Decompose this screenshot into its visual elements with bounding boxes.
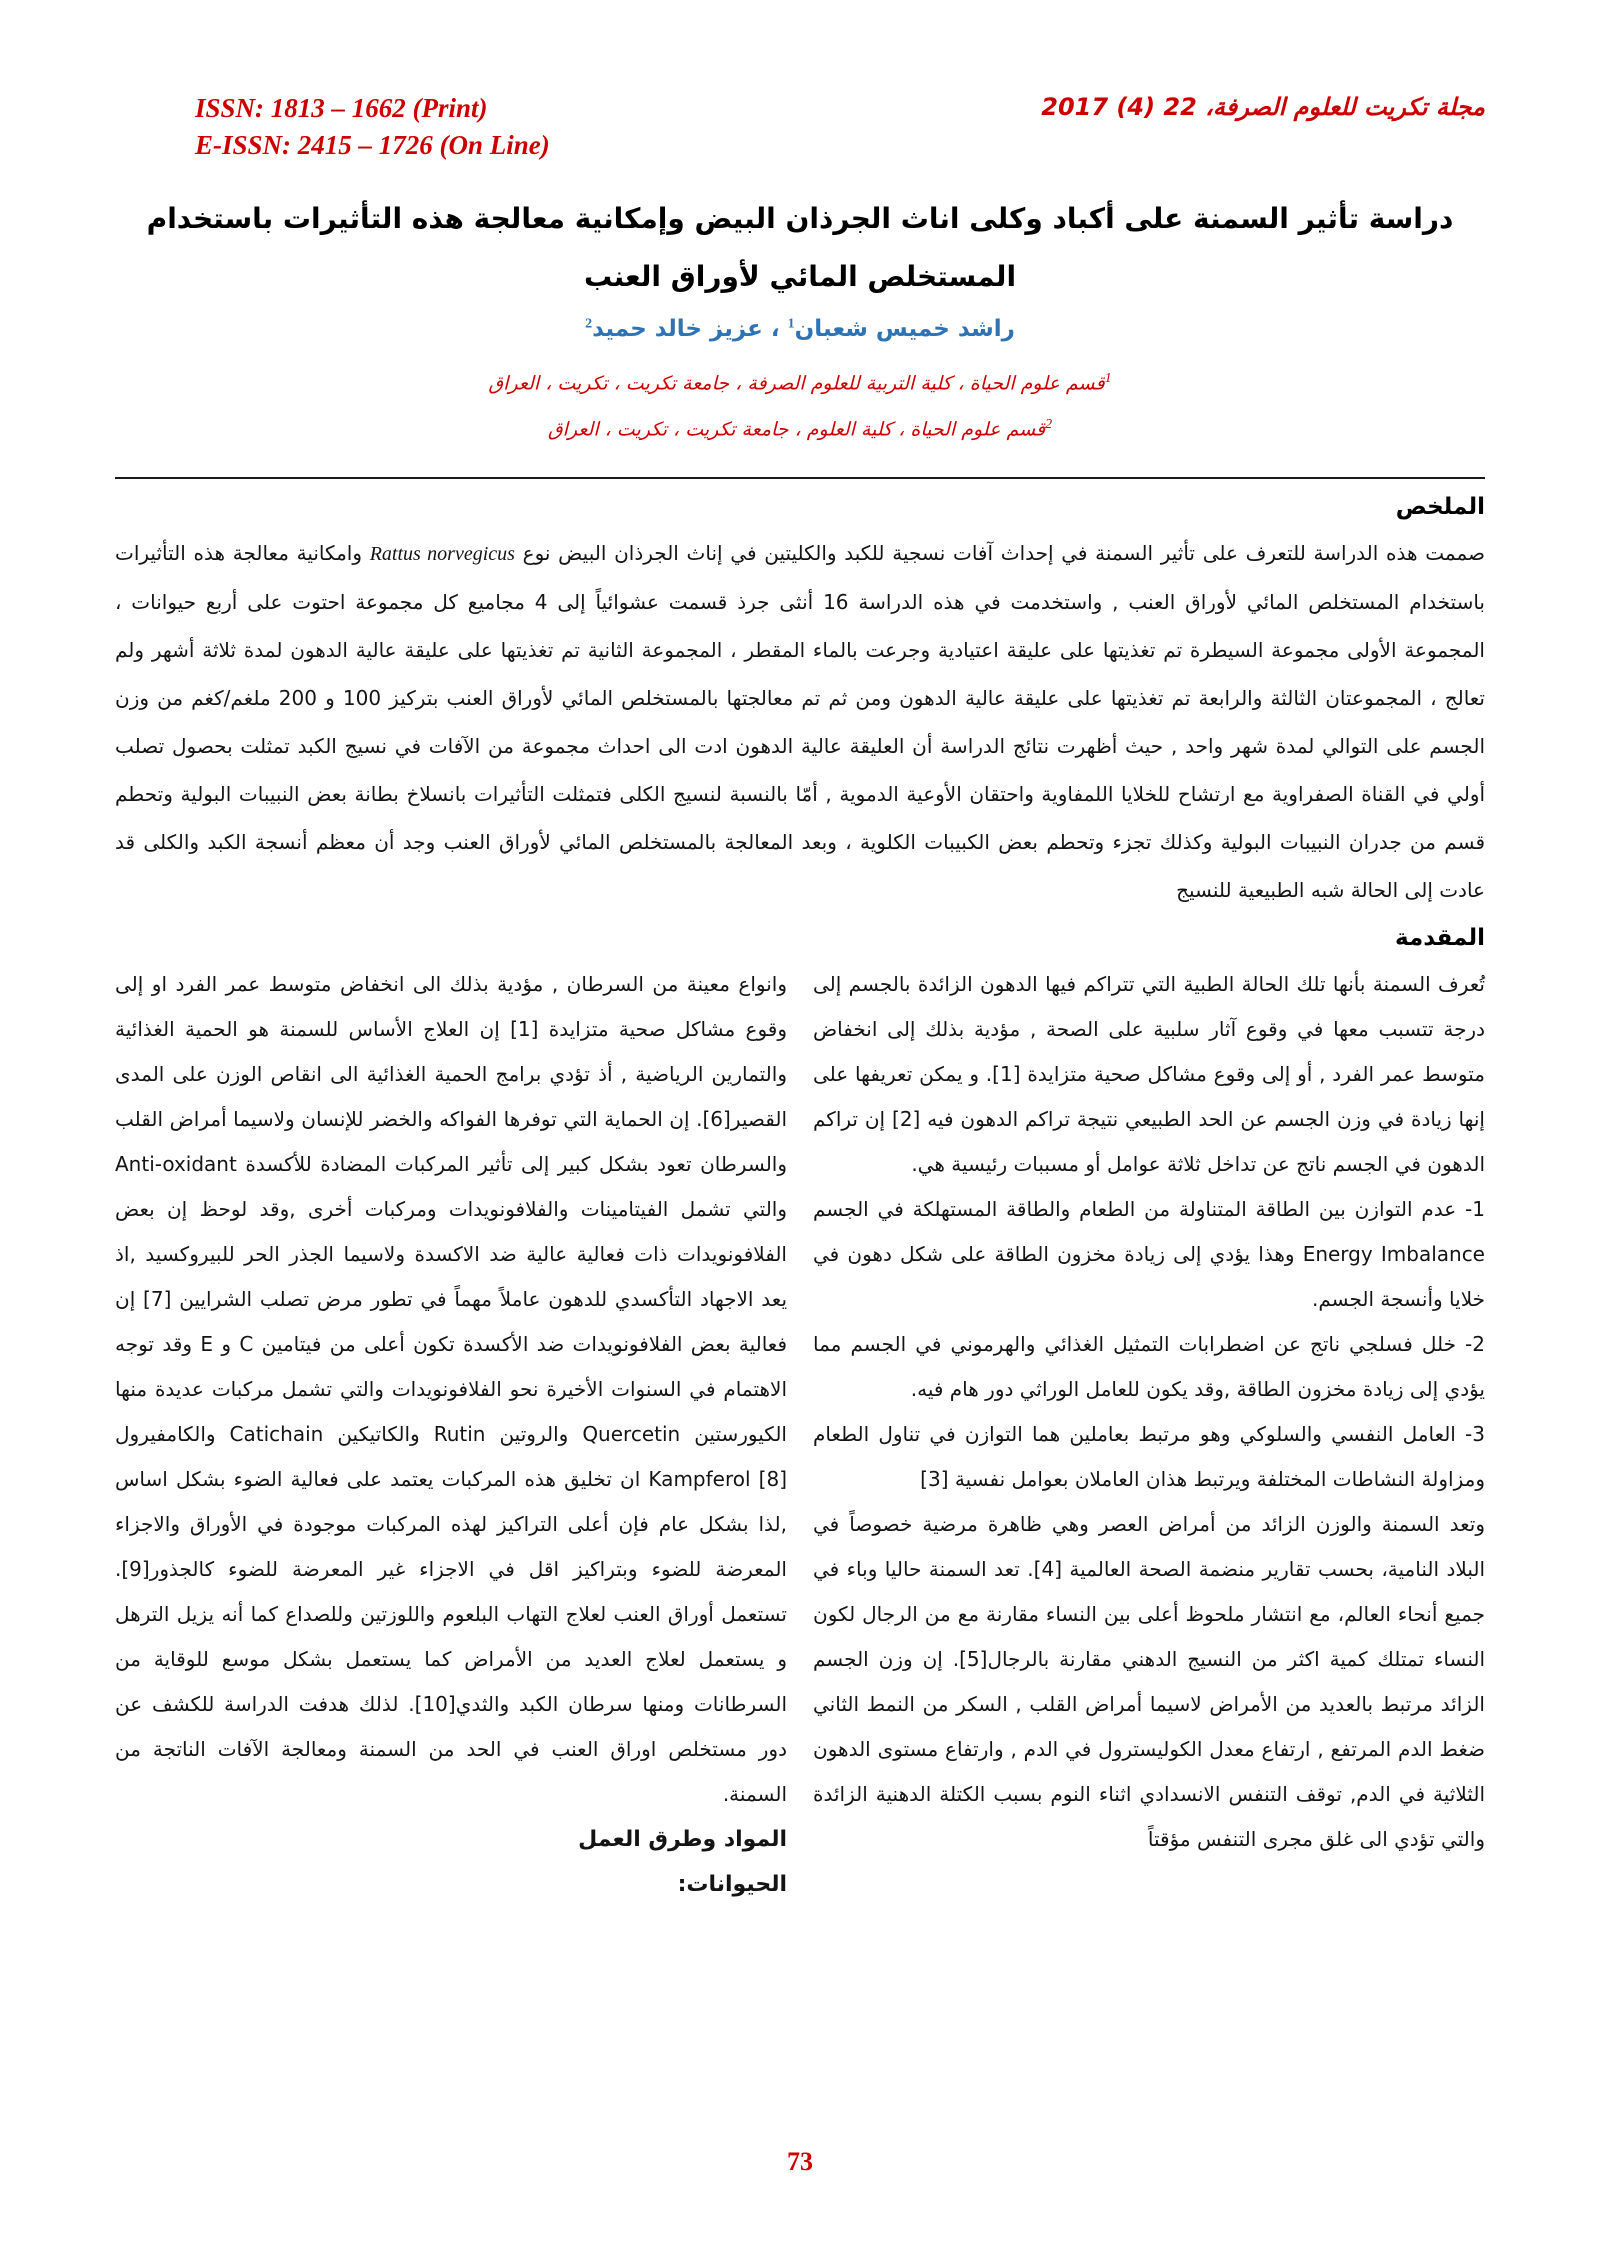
- title-line-1: دراسة تأثير السمنة على أكباد وكلى اناث الجرذان البيض وإمكانية معالجة هذه التأثيرات باستخدام: [146, 202, 1454, 235]
- intro-continuation: وانواع معينة من السرطان , مؤدية بذلك الى انخفاض متوسط عمر الفرد او إلى وقوع مشاكل صحية متزايدة [1] إن العلاج الأساس للسمنة هو الحمية الغذائية والتمارين الرياضية , أذ تؤدي برامج الحمية الغذائية الى انقاص الوزن على المدى القصير[6]. إن الحماية التي توفرها الفواكه والخضر للإنسان ولاسيما أمراض القلب والسرطان تعود بشكل كبير إلى تأثير المركبات المضادة للأكسدة Anti-oxidant والتي تشمل الفيتامينات والفلافونويدات ومركبات أخرى ,وقد لوحظ إن بعض الفلافونويدات ذات فعالية عالية ضد الاكسدة ولاسيما الجذر الحر للبيروكسيد ,اذ يعد الاجهاد التأكسدي للدهون عاملاً مهماً في تطور مرض تصلب الشرايين [7] إن فعالية بعض الفلافونويدات ضد الأكسدة تكون أعلى من فيتامين C و E وقد توجه الاهتمام في السنوات الأخيرة نحو الفلافونويدات والتي تشمل مركبات عديدة منها الكيورستين Quercetin والروتين Rutin والكاتيكين Catichain والكامفيرول Kampferol [8] ان تخليق هذه المركبات يعتمد على فعالية الضوء بشكل اساس ,لذا بشكل عام فإن أعلى التراكيز لهذه المركبات موجودة في الأوراق والاجزاء المعرضة للضوء وبتراكيز اقل في الاجزاء غير المعرضة للضوء كالجذور[9]. تستعمل أوراق العنب لعلاج التهاب البلعوم واللوزتين وللصداع كما أنه يزيل الترهل و يستعمل لعلاج العديد من الأمراض كما يستعمل بشكل موسع للوقاية من السرطانات ومنها سرطان الكبد والثدي[10]. لذلك هدفت الدراسة للكشف عن دور مستخلص اوراق العنب في الحد من السمنة ومعالجة الآفات الناتجة من السمنة.: [115, 971, 788, 1806]
- affiliation-2: [115, 404, 1485, 450]
- methods-heading: المواد وطرق العمل: [578, 1826, 787, 1852]
- author-1-sup: 1: [787, 316, 795, 332]
- intro-paragraph-2: وتعد السمنة والوزن الزائد من أمراض العصر وهي ظاهرة مرضية خصوصاً في البلاد النامية، بحسب تقارير منضمة الصحة العالمية [4]. تعد السمنة حاليا وباء في جميع أنحاء العالم، مع انتشار ملحوظ أعلى بين النساء مقارنة مع من الرجال لكون النساء تمتلك كمية اكثر من النسيج الدهني مقارنة بالرجال[5]. إن وزن الجسم الزائد مرتبط بالعديد من الأمراض لاسيما أمراض القلب , السكر من النمط الثاني ضغط الدم المرتفع , ارتفاع معدل الكوليسترول في الدم , وارتفاع مستوى الدهون الثلاثية في الدم, توقف التنفس الانسدادي اثناء النوم بسبب الكتلة الدهنية الزائدة والتي تؤدي الى غلق مجرى التنفس مؤقتاً: [813, 1511, 1486, 1851]
- intro-paragraph-1: تُعرف السمنة بأنها تلك الحالة الطبية التي تتراكم فيها الدهون الزائدة بالجسم إلى درجة تتسبب معها في وقوع آثار سلبية على الصحة , مؤدية بذلك إلى انخفاض متوسط عمر الفرد , أو إلى وقوع مشاكل صحية متزايدة [1]. و يمكن تعريفها على إنها زيادة في وزن الجسم عن الحد الطبيعي نتيجة تراكم الدهون فيه [2] إن تراكم الدهون في الجسم ناتج عن تداخل ثلاثة عوامل أو مسببات رئيسية هي.: [813, 971, 1485, 1176]
- abstract-text: [115, 529, 1485, 914]
- abstract-text-part-1: صممت هذه الدراسة للتعرف على تأثير السمنة في إحداث آفات نسجية للكبد والكليتين في إناث الجرذان البيض نوع: [514, 540, 1486, 565]
- affiliation-1-text: قسم علوم الحياة ، كلية التربية للعلوم الصرفة ، جامعة تكريت ، تكريت ، العراق: [488, 372, 1105, 395]
- journal-name: مجلة تكريت للعلوم الصرفة، 22 (4) 2017: [1041, 93, 1485, 121]
- authors-line: [115, 316, 1485, 342]
- species-name: Rattus norvegicus: [369, 542, 515, 565]
- issn-block: [195, 90, 550, 164]
- affiliation-2-sup: 2: [1045, 417, 1053, 433]
- introduction-heading: المقدمة: [1395, 924, 1485, 951]
- affiliation-1: [115, 358, 1485, 404]
- intro-item-1: 1- عدم التوازن بين الطاقة المتناولة من الطعام والطاقة المستهلكة في الجسم Energy Imbalance وهذا يؤدي إلى زيادة مخزون الطاقة على شكل دهون في خلايا وأنسجة الجسم.: [813, 1196, 1485, 1311]
- abstract-heading: الملخص: [1395, 493, 1485, 520]
- intro-item-3: 3- العامل النفسي والسلوكي وهو مرتبط بعاملين هما التوازن في تناول الطعام ومزاولة النشاطات المختلفة ويرتبط هذان العاملان بعوامل نفسية [3]: [813, 1421, 1485, 1491]
- abstract-text-part-2: وامكانية معالجة هذه التأثيرات باستخدام المستخلص المائي لأوراق العنب , واستخدمت في هذه الدراسة 16 أنثى جرذ قسمت عشوائياً إلى 4 مجاميع كل مجموعة احتوت على أربع حيوانات ، المجموعة الأولى مجموعة السيطرة تم تغذيتها على عليقة اعتيادية وجرعت بالماء المقطر ، المجموعة الثانية تم تغذيتها على عليقة عالية الدهون لمدة ثلاثة أشهر ولم تعالج ، المجموعتان الثالثة والرابعة تم تغذيتها على عليقة عالية الدهون ومن ثم تم معالجتها بالمستخلص المائي لأوراق العنب بتركيز 100 و 200 ملغم/كغم من وزن الجسم على التوالي لمدة شهر واحد , حيث أظهرت نتائج الدراسة أن العليقة عالية الدهون ادت الى احداث مجموعة من الآفات في نسيج الكبد تمثلت بحصول تصلب أولي في القناة الصفراوية مع ارتشاح للخلايا اللمفاوية واحتقان الأوعية الدموية , أمّا بالنسبة لنسيج الكلى فتمثلت التأثيرات بانسلاخ بطانة بعض النبيبات البولية وتحطم قسم من جدران النبيبات البولية وكذلك تجزء وتحطم بعض الكبيبات الكلوية ، وبعد المعالجة بالمستخلص المائي لأوراق العنب وجد أن معظم أنسجة الكبد والكلى قد عادت إلى الحالة شبه الطبيعية للنسيج: [115, 540, 1486, 902]
- affiliations: [115, 358, 1485, 451]
- issn-print: ISSN: 1813 – 1662 (Print): [195, 93, 488, 123]
- page-number: 73: [787, 2147, 813, 2176]
- author-2-sup: 2: [585, 316, 593, 332]
- affiliation-1-sup: 1: [1104, 371, 1112, 386]
- author-2: عزيز خالد حميد: [592, 316, 763, 342]
- issn-online: E-ISSN: 2415 – 1726 (On Line): [195, 130, 550, 160]
- paper-title: [115, 190, 1485, 306]
- authors-separator: ،: [762, 316, 788, 342]
- affiliation-2-text: قسم علوم الحياة ، كلية العلوم ، جامعة تكريت ، تكريت ، العراق: [547, 418, 1046, 441]
- page-header: [115, 90, 1485, 164]
- intro-column-right: [813, 962, 1485, 1907]
- animals-heading: الحيوانات:: [677, 1871, 787, 1897]
- intro-column-left: [115, 962, 787, 1907]
- title-line-2: المستخلص المائي لأوراق العنب: [583, 260, 1017, 293]
- introduction-columns: [115, 962, 1485, 1907]
- section-divider: [115, 477, 1485, 479]
- intro-item-2: 2- خلل فسلجي ناتج عن اضطرابات التمثيل الغذائي والهرموني في الجسم مما يؤدي إلى زيادة مخزون الطاقة ,وقد يكون للعامل الوراثي دور هام فيه.: [813, 1331, 1485, 1401]
- author-1: راشد خميس شعبان: [794, 316, 1015, 342]
